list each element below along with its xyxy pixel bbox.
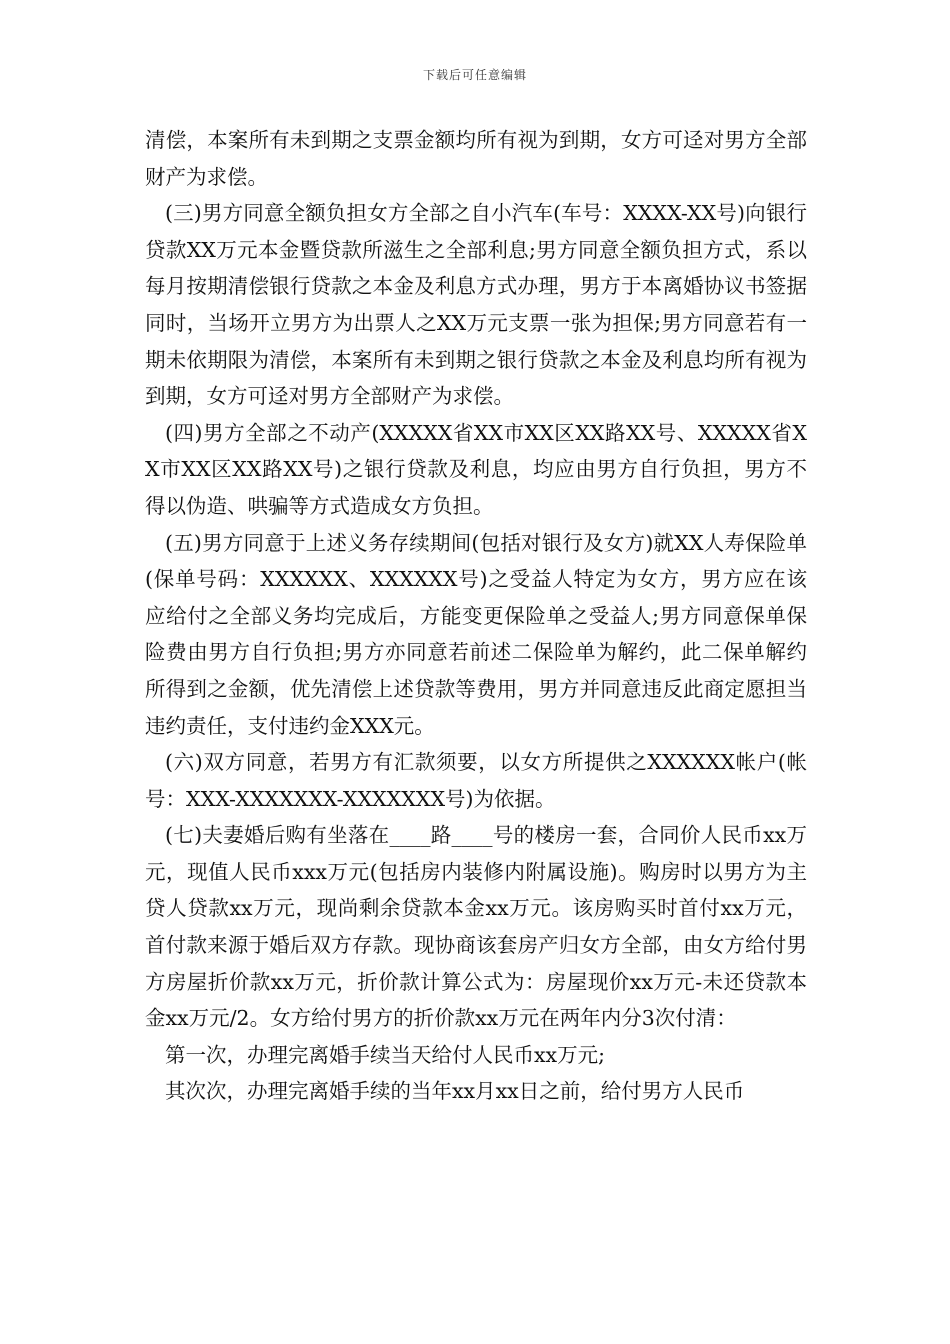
paragraph-continuation: 清偿，本案所有未到期之支票金额均所有视为到期，女方可迳对男方全部财产为求偿。	[145, 128, 807, 189]
paragraph-payment-2: 其次次，办理完离婚手续的当年xx月xx日之前，给付男方人民币	[165, 1079, 745, 1104]
paragraph-payment-1: 第一次，办理完离婚手续当天给付人民币xx万元;	[165, 1042, 606, 1067]
paragraph-clause-5: (五)男方同意于上述义务存续期间(包括对银行及女方)就XX人寿保险单(保单号码：XXXXXX、XXXXXX号)之受益人特定为女方，男方应在该应给付之全部义务均完成后，方能变更保险单之受益人;男方同意保单保险费由男方自行负担;男方亦同意若前述二保险单为解约，此二保单解约所得到之金额，优先清偿上述贷款等费用，男方并同意违反此商定愿担当违约责任，支付违约金XXX元。	[145, 530, 807, 738]
paragraph-clause-3: (三)男方同意全额负担女方全部之自小汽车(车号：XXXX-XX号)向银行贷款XX万元本金暨贷款所滋生之全部利息;男方同意全额负担方式，系以每月按期清偿银行贷款之本金及利息方式办理，男方于本离婚协议书签据同时，当场开立男方为出票人之XX万元支票一张为担保;男方同意若有一期未依期限为清偿，本案所有未到期之银行贷款之本金及利息均所有视为到期，女方可迳对男方全部财产为求偿。	[145, 201, 807, 409]
paragraph-clause-6: (六)双方同意，若男方有汇款须要，以女方所提供之XXXXXX帐户(帐号：XXX-XXXXXXX-XXXXXXX号)为依据。	[145, 750, 807, 811]
page-header: 下载后可任意编辑	[422, 68, 527, 82]
paragraph-clause-4: (四)男方全部之不动产(XXXXX省XX市XX区XX路XX号、XXXXX省XX市XX区XX路XX号)之银行贷款及利息，均应由男方自行负担，男方不得以伪造、哄骗等方式造成女方负担。	[145, 420, 807, 518]
document-body	[145, 122, 807, 1110]
paragraph-clause-7: (七)夫妻婚后购有坐落在____路____号的楼房一套，合同价人民币xx万元，现值人民币xxx万元(包括房内装修内附属设施)。购房时以男方为主贷人贷款xx万元，现尚剩余贷款本金xx万元。该房购买时首付xx万元，首付款来源于婚后双方存款。现协商该套房产归女方全部，由女方给付男方房屋折价款xx万元，折价款计算公式为：房屋现价xx万元-未还贷款本金xx万元/2。女方给付男方的折价款xx万元在两年内分3次付清：	[145, 823, 807, 1031]
